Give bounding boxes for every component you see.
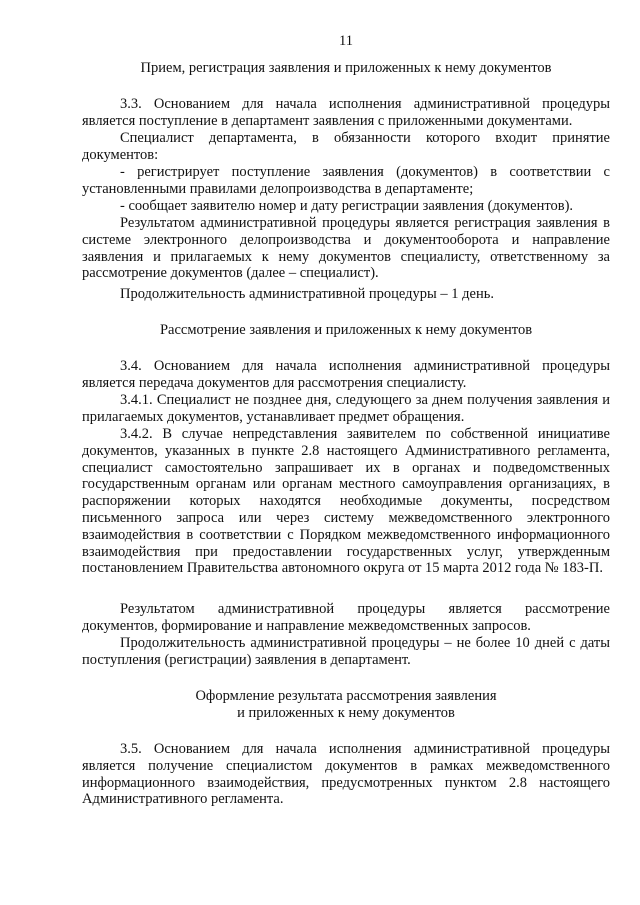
section-heading-reception: Прием, регистрация заявления и приложенных к нему документов — [140, 60, 552, 76]
section-heading-result-line1: Оформление результата рассмотрения заявления — [195, 688, 497, 704]
paragraph-3-4-1: 3.4.1. Специалист не позднее дня, следующего за днем получения заявления и прилагаемых документов, устанавливает предмет обращения. — [82, 392, 610, 425]
paragraph-duration-10-days: Продолжительность административной процедуры – не более 10 дней с даты поступления (регистрации) заявления в департамент. — [82, 635, 610, 668]
list-item-registers: - регистрирует поступление заявления (документов) в соответствии с установленными правилами делопроизводства в департаменте; — [82, 164, 610, 197]
page-number: 11 — [339, 33, 353, 49]
section-heading-review: Рассмотрение заявления и приложенных к нему документов — [159, 322, 533, 338]
list-item-informs: - сообщает заявителю номер и дату регистрации заявления (документов). — [120, 198, 574, 214]
paragraph-3-4: 3.4. Основанием для начала исполнения административной процедуры является передача документов для рассмотрения специалисту. — [82, 358, 610, 391]
section-heading-result-line2: и приложенных к нему документов — [237, 705, 455, 721]
paragraph-result-registration: Результатом административной процедуры является регистрация заявления в системе электронного делопроизводства и документооборота и направление заявления и прилагаемых к нему документов специалисту, ответственному за рассмотрение документов (далее – специалист). — [82, 215, 610, 282]
paragraph-3-3: 3.3. Основанием для начала исполнения административной процедуры является поступление в департамент заявления с приложенными документами. — [82, 96, 610, 129]
document-page — [82, 0, 610, 905]
paragraph-specialist-duties: Специалист департамента, в обязанности которого входит принятие документов: — [82, 130, 610, 163]
paragraph-duration-1-day: Продолжительность административной процедуры – 1 день. — [120, 286, 494, 302]
paragraph-result-review: Результатом административной процедуры является рассмотрение документов, формирование и направление межведомственных запросов. — [82, 601, 610, 634]
paragraph-3-4-2: 3.4.2. В случае непредставления заявителем по собственной инициативе документов, указанных в пункте 2.8 настоящего Административного регламента, специалист самостоятельно запрашивает их в органах и подведомственных государственным органам или органам местного самоуправления организациях, в распоряжении которых находятся необходимые документы, посредством письменного запроса или через систему межведомственного электронного взаимодействия в соответствии с Порядком межведомственного информационного взаимодействия при предоставлении государственных услуг, утвержденным постановлением Правительства автономного округа от 15 марта 2012 года № 183-П. — [82, 426, 610, 577]
paragraph-3-5: 3.5. Основанием для начала исполнения административной процедуры является получение специалистом документов в рамках межведомственного информационного взаимодействия, предусмотренных пунктом 2.8 настоящего Административного регламента. — [82, 741, 610, 808]
